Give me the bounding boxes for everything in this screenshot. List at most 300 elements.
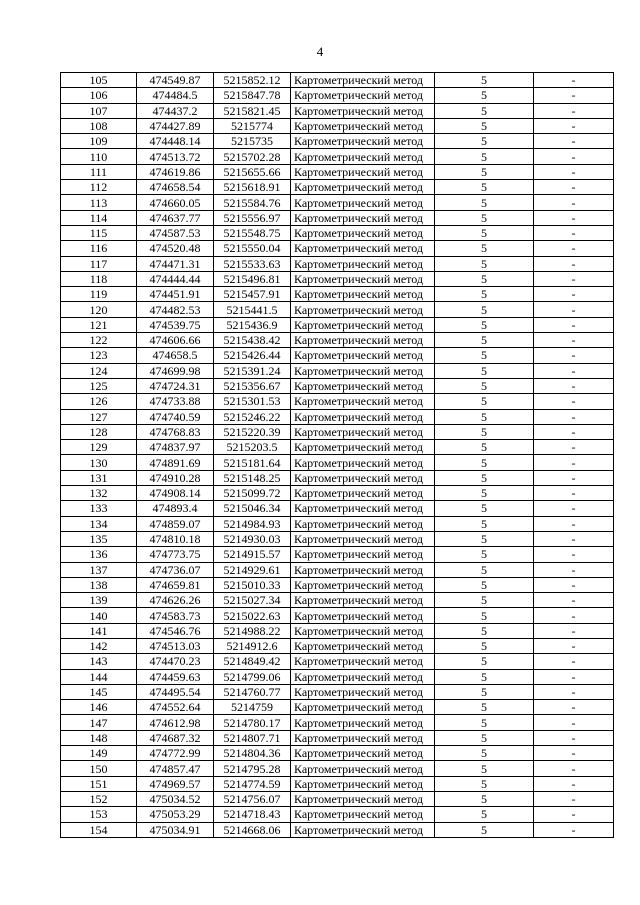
accuracy-cell: 5: [435, 455, 534, 470]
point-number-cell: 135: [61, 531, 137, 546]
point-number-cell: 115: [61, 225, 137, 240]
table-row: [61, 654, 614, 669]
x-coordinate-cell: 474612.98: [137, 715, 214, 730]
accuracy-cell: 5: [435, 761, 534, 776]
accuracy-cell: 5: [435, 424, 534, 439]
method-cell: Картометрический метод: [291, 700, 435, 715]
note-cell: -: [534, 669, 614, 684]
note-cell: -: [534, 180, 614, 195]
method-cell: Картометрический метод: [291, 164, 435, 179]
method-cell: Картометрический метод: [291, 638, 435, 653]
note-cell: -: [534, 394, 614, 409]
table-row: [61, 577, 614, 592]
method-cell: Картометрический метод: [291, 134, 435, 149]
note-cell: -: [534, 149, 614, 164]
table-row: [61, 730, 614, 745]
y-coordinate-cell: 5215246.22: [214, 409, 291, 424]
point-number-cell: 131: [61, 470, 137, 485]
table-row: [61, 700, 614, 715]
accuracy-cell: 5: [435, 317, 534, 332]
x-coordinate-cell: 474724.31: [137, 378, 214, 393]
method-cell: Картометрический метод: [291, 394, 435, 409]
point-number-cell: 151: [61, 776, 137, 791]
accuracy-cell: 5: [435, 180, 534, 195]
accuracy-cell: 5: [435, 470, 534, 485]
method-cell: Картометрический метод: [291, 715, 435, 730]
accuracy-cell: 5: [435, 409, 534, 424]
note-cell: -: [534, 195, 614, 210]
table-row: [61, 761, 614, 776]
accuracy-cell: 5: [435, 440, 534, 455]
x-coordinate-cell: 474659.81: [137, 577, 214, 592]
point-number-cell: 126: [61, 394, 137, 409]
method-cell: Картометрический метод: [291, 761, 435, 776]
point-number-cell: 114: [61, 210, 137, 225]
table-row: [61, 501, 614, 516]
accuracy-cell: 5: [435, 195, 534, 210]
note-cell: -: [534, 363, 614, 378]
x-coordinate-cell: 474470.23: [137, 654, 214, 669]
table-row: [61, 822, 614, 837]
table-row: [61, 776, 614, 791]
table-row: [61, 134, 614, 149]
y-coordinate-cell: 5214759: [214, 700, 291, 715]
y-coordinate-cell: 5215496.81: [214, 271, 291, 286]
x-coordinate-cell: 474539.75: [137, 317, 214, 332]
x-coordinate-cell: 474969.57: [137, 776, 214, 791]
table-row: [61, 256, 614, 271]
x-coordinate-cell: 474658.54: [137, 180, 214, 195]
point-number-cell: 153: [61, 807, 137, 822]
point-number-cell: 145: [61, 684, 137, 699]
y-coordinate-cell: 5214988.22: [214, 623, 291, 638]
note-cell: -: [534, 654, 614, 669]
note-cell: -: [534, 470, 614, 485]
y-coordinate-cell: 5215852.12: [214, 73, 291, 88]
point-number-cell: 148: [61, 730, 137, 745]
note-cell: -: [534, 486, 614, 501]
point-number-cell: 140: [61, 608, 137, 623]
method-cell: Картометрический метод: [291, 333, 435, 348]
point-number-cell: 150: [61, 761, 137, 776]
point-number-cell: 123: [61, 348, 137, 363]
x-coordinate-cell: 474587.53: [137, 225, 214, 240]
point-number-cell: 124: [61, 363, 137, 378]
method-cell: Картометрический метод: [291, 776, 435, 791]
coordinates-table: [60, 72, 614, 838]
y-coordinate-cell: 5215010.33: [214, 577, 291, 592]
x-coordinate-cell: 474893.4: [137, 501, 214, 516]
table-row: [61, 669, 614, 684]
method-cell: Картометрический метод: [291, 409, 435, 424]
table-row: [61, 302, 614, 317]
method-cell: Картометрический метод: [291, 317, 435, 332]
y-coordinate-cell: 5215655.66: [214, 164, 291, 179]
table-row: [61, 486, 614, 501]
y-coordinate-cell: 5214915.57: [214, 547, 291, 562]
note-cell: -: [534, 103, 614, 118]
x-coordinate-cell: 474448.14: [137, 134, 214, 149]
y-coordinate-cell: 5214795.28: [214, 761, 291, 776]
note-cell: -: [534, 593, 614, 608]
x-coordinate-cell: 474772.99: [137, 746, 214, 761]
y-coordinate-cell: 5215550.04: [214, 241, 291, 256]
method-cell: Картометрический метод: [291, 348, 435, 363]
point-number-cell: 122: [61, 333, 137, 348]
accuracy-cell: 5: [435, 654, 534, 669]
point-number-cell: 142: [61, 638, 137, 653]
method-cell: Картометрический метод: [291, 730, 435, 745]
point-number-cell: 147: [61, 715, 137, 730]
point-number-cell: 146: [61, 700, 137, 715]
note-cell: -: [534, 455, 614, 470]
point-number-cell: 139: [61, 593, 137, 608]
accuracy-cell: 5: [435, 149, 534, 164]
table-row: [61, 516, 614, 531]
point-number-cell: 118: [61, 271, 137, 286]
note-cell: -: [534, 715, 614, 730]
table-row: [61, 287, 614, 302]
method-cell: Картометрический метод: [291, 378, 435, 393]
point-number-cell: 120: [61, 302, 137, 317]
note-cell: -: [534, 730, 614, 745]
method-cell: Картометрический метод: [291, 654, 435, 669]
point-number-cell: 111: [61, 164, 137, 179]
table-row: [61, 118, 614, 133]
method-cell: Картометрический метод: [291, 501, 435, 516]
accuracy-cell: 5: [435, 791, 534, 806]
y-coordinate-cell: 5215533.63: [214, 256, 291, 271]
table-row: [61, 394, 614, 409]
y-coordinate-cell: 5214930.03: [214, 531, 291, 546]
y-coordinate-cell: 5215618.91: [214, 180, 291, 195]
accuracy-cell: 5: [435, 516, 534, 531]
y-coordinate-cell: 5215356.67: [214, 378, 291, 393]
y-coordinate-cell: 5215735: [214, 134, 291, 149]
method-cell: Картометрический метод: [291, 88, 435, 103]
table-row: [61, 149, 614, 164]
point-number-cell: 110: [61, 149, 137, 164]
y-coordinate-cell: 5215556.97: [214, 210, 291, 225]
table-row: [61, 180, 614, 195]
accuracy-cell: 5: [435, 363, 534, 378]
method-cell: Картометрический метод: [291, 470, 435, 485]
note-cell: -: [534, 761, 614, 776]
method-cell: Картометрический метод: [291, 547, 435, 562]
accuracy-cell: 5: [435, 287, 534, 302]
accuracy-cell: 5: [435, 333, 534, 348]
point-number-cell: 152: [61, 791, 137, 806]
accuracy-cell: 5: [435, 684, 534, 699]
table-row: [61, 531, 614, 546]
x-coordinate-cell: 474513.72: [137, 149, 214, 164]
table-row: [61, 807, 614, 822]
x-coordinate-cell: 474687.32: [137, 730, 214, 745]
point-number-cell: 121: [61, 317, 137, 332]
accuracy-cell: 5: [435, 623, 534, 638]
note-cell: -: [534, 638, 614, 653]
table-row: [61, 547, 614, 562]
x-coordinate-cell: 474736.07: [137, 562, 214, 577]
note-cell: -: [534, 134, 614, 149]
accuracy-cell: 5: [435, 730, 534, 745]
table-row: [61, 88, 614, 103]
table-row: [61, 455, 614, 470]
y-coordinate-cell: 5215548.75: [214, 225, 291, 240]
note-cell: -: [534, 317, 614, 332]
x-coordinate-cell: 475053.29: [137, 807, 214, 822]
note-cell: -: [534, 118, 614, 133]
note-cell: -: [534, 700, 614, 715]
point-number-cell: 130: [61, 455, 137, 470]
table-row: [61, 195, 614, 210]
point-number-cell: 112: [61, 180, 137, 195]
table-row: [61, 684, 614, 699]
y-coordinate-cell: 5214760.77: [214, 684, 291, 699]
method-cell: Картометрический метод: [291, 822, 435, 837]
table-row: [61, 746, 614, 761]
accuracy-cell: 5: [435, 394, 534, 409]
x-coordinate-cell: 474910.28: [137, 470, 214, 485]
page-number: 4: [316, 44, 324, 59]
note-cell: -: [534, 501, 614, 516]
note-cell: -: [534, 409, 614, 424]
table-row: [61, 378, 614, 393]
x-coordinate-cell: 474837.97: [137, 440, 214, 455]
x-coordinate-cell: 474637.77: [137, 210, 214, 225]
table-row: [61, 638, 614, 653]
accuracy-cell: 5: [435, 577, 534, 592]
x-coordinate-cell: 474810.18: [137, 531, 214, 546]
y-coordinate-cell: 5215774: [214, 118, 291, 133]
note-cell: -: [534, 776, 614, 791]
accuracy-cell: 5: [435, 103, 534, 118]
point-number-cell: 129: [61, 440, 137, 455]
accuracy-cell: 5: [435, 608, 534, 623]
method-cell: Картометрический метод: [291, 623, 435, 638]
accuracy-cell: 5: [435, 486, 534, 501]
point-number-cell: 134: [61, 516, 137, 531]
y-coordinate-cell: 5214774.59: [214, 776, 291, 791]
x-coordinate-cell: 475034.52: [137, 791, 214, 806]
accuracy-cell: 5: [435, 669, 534, 684]
x-coordinate-cell: 474459.63: [137, 669, 214, 684]
y-coordinate-cell: 5214912.6: [214, 638, 291, 653]
point-number-cell: 106: [61, 88, 137, 103]
x-coordinate-cell: 474626.26: [137, 593, 214, 608]
note-cell: -: [534, 424, 614, 439]
point-number-cell: 149: [61, 746, 137, 761]
accuracy-cell: 5: [435, 807, 534, 822]
note-cell: -: [534, 562, 614, 577]
x-coordinate-cell: 474583.73: [137, 608, 214, 623]
note-cell: -: [534, 807, 614, 822]
table-row: [61, 333, 614, 348]
method-cell: Картометрический метод: [291, 807, 435, 822]
y-coordinate-cell: 5215438.42: [214, 333, 291, 348]
table-row: [61, 164, 614, 179]
method-cell: Картометрический метод: [291, 363, 435, 378]
accuracy-cell: 5: [435, 225, 534, 240]
x-coordinate-cell: 474740.59: [137, 409, 214, 424]
x-coordinate-cell: 474444.44: [137, 271, 214, 286]
table-row: [61, 623, 614, 638]
x-coordinate-cell: 474482.53: [137, 302, 214, 317]
method-cell: Картометрический метод: [291, 593, 435, 608]
x-coordinate-cell: 474451.91: [137, 287, 214, 302]
point-number-cell: 107: [61, 103, 137, 118]
method-cell: Картометрический метод: [291, 516, 435, 531]
method-cell: Картометрический метод: [291, 225, 435, 240]
y-coordinate-cell: 5214668.06: [214, 822, 291, 837]
x-coordinate-cell: 474546.76: [137, 623, 214, 638]
y-coordinate-cell: 5214984.93: [214, 516, 291, 531]
note-cell: -: [534, 608, 614, 623]
accuracy-cell: 5: [435, 210, 534, 225]
y-coordinate-cell: 5215441.5: [214, 302, 291, 317]
y-coordinate-cell: 5215821.45: [214, 103, 291, 118]
x-coordinate-cell: 474495.54: [137, 684, 214, 699]
method-cell: Картометрический метод: [291, 256, 435, 271]
point-number-cell: 113: [61, 195, 137, 210]
point-number-cell: 133: [61, 501, 137, 516]
note-cell: -: [534, 547, 614, 562]
y-coordinate-cell: 5214756.07: [214, 791, 291, 806]
note-cell: -: [534, 287, 614, 302]
point-number-cell: 117: [61, 256, 137, 271]
accuracy-cell: 5: [435, 241, 534, 256]
accuracy-cell: 5: [435, 164, 534, 179]
note-cell: -: [534, 822, 614, 837]
x-coordinate-cell: 474520.48: [137, 241, 214, 256]
y-coordinate-cell: 5215457.91: [214, 287, 291, 302]
method-cell: Картометрический метод: [291, 669, 435, 684]
y-coordinate-cell: 5215436.9: [214, 317, 291, 332]
accuracy-cell: 5: [435, 256, 534, 271]
note-cell: -: [534, 271, 614, 286]
y-coordinate-cell: 5214929.61: [214, 562, 291, 577]
method-cell: Картометрический метод: [291, 271, 435, 286]
method-cell: Картометрический метод: [291, 73, 435, 88]
x-coordinate-cell: 474606.66: [137, 333, 214, 348]
point-number-cell: 127: [61, 409, 137, 424]
accuracy-cell: 5: [435, 378, 534, 393]
x-coordinate-cell: 474658.5: [137, 348, 214, 363]
table-row: [61, 440, 614, 455]
table-row: [61, 103, 614, 118]
note-cell: -: [534, 531, 614, 546]
note-cell: -: [534, 73, 614, 88]
table-row: [61, 363, 614, 378]
table-row: [61, 424, 614, 439]
point-number-cell: 138: [61, 577, 137, 592]
y-coordinate-cell: 5215099.72: [214, 486, 291, 501]
method-cell: Картометрический метод: [291, 791, 435, 806]
note-cell: -: [534, 210, 614, 225]
accuracy-cell: 5: [435, 547, 534, 562]
point-number-cell: 137: [61, 562, 137, 577]
note-cell: -: [534, 241, 614, 256]
x-coordinate-cell: 474427.89: [137, 118, 214, 133]
table-row: [61, 562, 614, 577]
method-cell: Картометрический метод: [291, 684, 435, 699]
y-coordinate-cell: 5214804.36: [214, 746, 291, 761]
accuracy-cell: 5: [435, 531, 534, 546]
accuracy-cell: 5: [435, 715, 534, 730]
table-row: [61, 241, 614, 256]
note-cell: -: [534, 623, 614, 638]
y-coordinate-cell: 5215426.44: [214, 348, 291, 363]
y-coordinate-cell: 5215027.34: [214, 593, 291, 608]
point-number-cell: 116: [61, 241, 137, 256]
y-coordinate-cell: 5214807.71: [214, 730, 291, 745]
accuracy-cell: 5: [435, 593, 534, 608]
note-cell: -: [534, 746, 614, 761]
method-cell: Картометрический метод: [291, 608, 435, 623]
y-coordinate-cell: 5214799.06: [214, 669, 291, 684]
accuracy-cell: 5: [435, 776, 534, 791]
x-coordinate-cell: 474859.07: [137, 516, 214, 531]
point-number-cell: 108: [61, 118, 137, 133]
point-number-cell: 136: [61, 547, 137, 562]
method-cell: Картометрический метод: [291, 103, 435, 118]
accuracy-cell: 5: [435, 271, 534, 286]
method-cell: Картометрический метод: [291, 210, 435, 225]
table-row: [61, 73, 614, 88]
table-row: [61, 608, 614, 623]
method-cell: Картометрический метод: [291, 195, 435, 210]
note-cell: -: [534, 348, 614, 363]
y-coordinate-cell: 5215022.63: [214, 608, 291, 623]
x-coordinate-cell: 474891.69: [137, 455, 214, 470]
x-coordinate-cell: 474773.75: [137, 547, 214, 562]
method-cell: Картометрический метод: [291, 746, 435, 761]
accuracy-cell: 5: [435, 501, 534, 516]
x-coordinate-cell: 475034.91: [137, 822, 214, 837]
point-number-cell: 144: [61, 669, 137, 684]
accuracy-cell: 5: [435, 134, 534, 149]
x-coordinate-cell: 474768.83: [137, 424, 214, 439]
x-coordinate-cell: 474484.5: [137, 88, 214, 103]
method-cell: Картометрический метод: [291, 149, 435, 164]
point-number-cell: 154: [61, 822, 137, 837]
table-row: [61, 409, 614, 424]
y-coordinate-cell: 5215203.5: [214, 440, 291, 455]
x-coordinate-cell: 474857.47: [137, 761, 214, 776]
point-number-cell: 109: [61, 134, 137, 149]
method-cell: Картометрический метод: [291, 180, 435, 195]
note-cell: -: [534, 378, 614, 393]
accuracy-cell: 5: [435, 822, 534, 837]
coordinates-table-body: [61, 73, 614, 838]
table-row: [61, 715, 614, 730]
y-coordinate-cell: 5215181.64: [214, 455, 291, 470]
x-coordinate-cell: 474660.05: [137, 195, 214, 210]
y-coordinate-cell: 5214718.43: [214, 807, 291, 822]
x-coordinate-cell: 474552.64: [137, 700, 214, 715]
accuracy-cell: 5: [435, 562, 534, 577]
method-cell: Картометрический метод: [291, 302, 435, 317]
x-coordinate-cell: 474437.2: [137, 103, 214, 118]
method-cell: Картометрический метод: [291, 241, 435, 256]
accuracy-cell: 5: [435, 302, 534, 317]
point-number-cell: 143: [61, 654, 137, 669]
y-coordinate-cell: 5214849.42: [214, 654, 291, 669]
method-cell: Картометрический метод: [291, 531, 435, 546]
note-cell: -: [534, 88, 614, 103]
method-cell: Картометрический метод: [291, 440, 435, 455]
x-coordinate-cell: 474513.03: [137, 638, 214, 653]
